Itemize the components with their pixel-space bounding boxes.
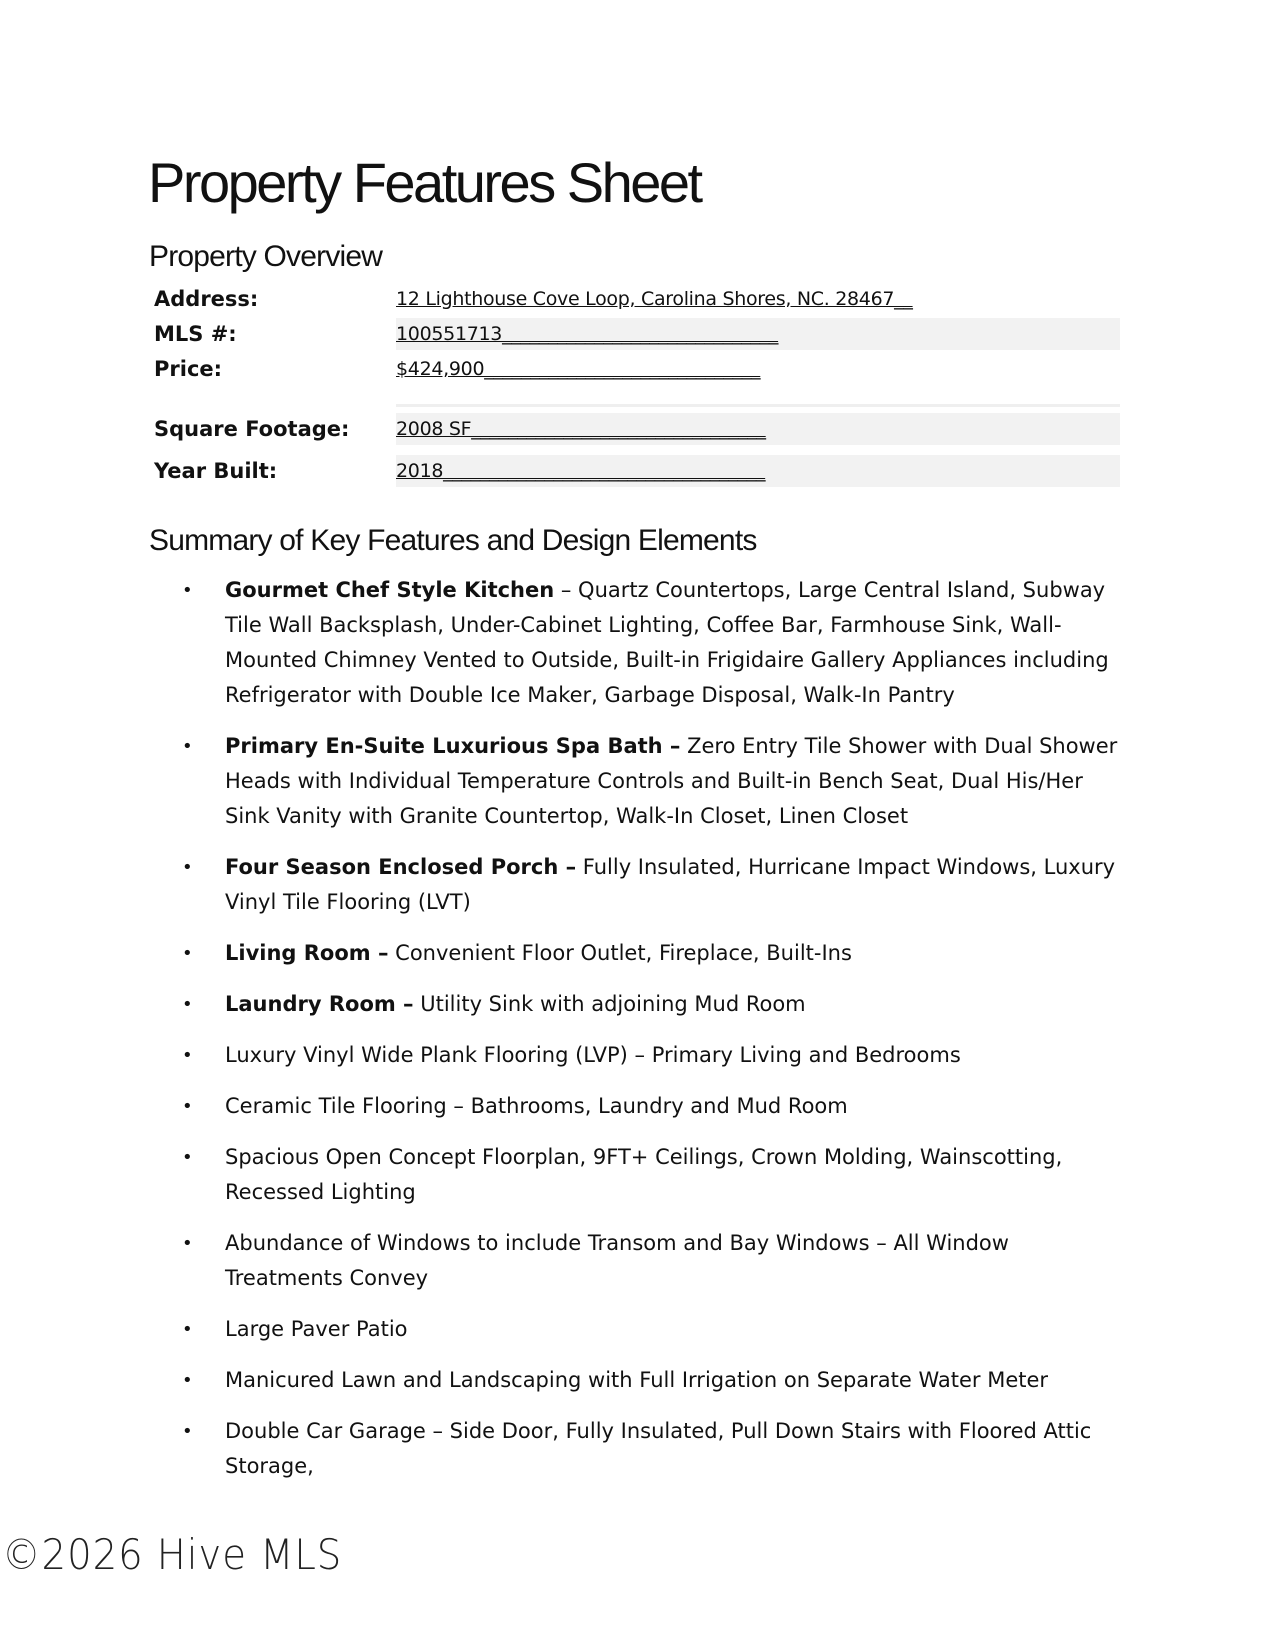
price-label: Price:	[154, 357, 223, 381]
feature-title: Laundry Room –	[225, 992, 414, 1016]
feature-text: Spacious Open Concept Floorplan, 9FT+ Ceilings, Crown Molding, Wainscotting, Recessed Lighting	[225, 1145, 1063, 1204]
bullet-icon: •	[182, 943, 193, 964]
year-built-value: 2018___________________________________	[396, 460, 766, 482]
feature-text: Zero Entry Tile Shower with Dual Shower Heads with Individual Temperature Controls and Built-in Bench Seat, Dual His/Her Sink Vanity with Granite Countertop, Walk-In Closet, Linen Closet	[225, 734, 1118, 828]
address-value: 12 Lighthouse Cove Loop, Carolina Shores, NC. 28467__	[396, 288, 913, 310]
features-list	[180, 573, 1125, 1500]
watermark: ©2026 Hive MLS	[2, 1530, 343, 1579]
bullet-icon: •	[182, 1233, 193, 1254]
bullet-icon: •	[182, 1319, 193, 1340]
overview-row-square-footage	[150, 413, 1120, 445]
feature-text: Double Car Garage – Side Door, Fully Insulated, Pull Down Stairs with Floored Attic Storage,	[225, 1419, 1092, 1478]
feature-title: Gourmet Chef Style Kitchen	[225, 578, 555, 602]
feature-title: Four Season Enclosed Porch –	[225, 855, 577, 879]
list-item	[180, 1038, 1125, 1073]
overview-row-mls	[150, 318, 1120, 350]
bullet-icon: •	[182, 1096, 193, 1117]
overview-row-price	[150, 352, 1120, 386]
address-label: Address:	[154, 287, 259, 311]
list-item	[180, 1363, 1125, 1398]
list-item	[180, 987, 1125, 1022]
overview-row-address	[150, 283, 1120, 315]
bullet-icon: •	[182, 1421, 193, 1442]
overview-row-year-built	[150, 455, 1120, 487]
mls-label: MLS #:	[154, 322, 237, 346]
feature-text: Utility Sink with adjoining Mud Room	[413, 992, 806, 1016]
bullet-icon: •	[182, 857, 193, 878]
feature-text: Large Paver Patio	[225, 1317, 408, 1341]
list-item	[180, 850, 1125, 920]
list-item	[180, 1226, 1125, 1296]
overview-heading: Property Overview	[149, 240, 383, 273]
list-item	[180, 936, 1125, 971]
feature-text: Fully Insulated, Hurricane Impact Windows, Luxury Vinyl Tile Flooring (LVT)	[225, 855, 1116, 914]
feature-title: Primary En-Suite Luxurious Spa Bath –	[225, 734, 681, 758]
feature-text: Luxury Vinyl Wide Plank Flooring (LVP) – Primary Living and Bedrooms	[225, 1043, 961, 1067]
feature-text: Manicured Lawn and Landscaping with Full Irrigation on Separate Water Meter	[225, 1368, 1049, 1392]
bullet-icon: •	[182, 736, 193, 757]
feature-text: Convenient Floor Outlet, Fireplace, Built-Ins	[388, 941, 852, 965]
price-value: $424,900______________________________	[396, 358, 761, 380]
year-built-label: Year Built:	[154, 459, 278, 483]
feature-text: – Quartz Countertops, Large Central Island, Subway Tile Wall Backsplash, Under-Cabinet Lighting, Coffee Bar, Farmhouse Sink, Wall-Mounted Chimney Vented to Outside, Built-in Frigidaire Gallery Appliances including Refrigerator with Double Ice Maker, Garbage Disposal, Walk-In Pantry	[225, 578, 1109, 707]
bullet-icon: •	[182, 1370, 193, 1391]
list-item	[180, 573, 1125, 713]
bullet-icon: •	[182, 994, 193, 1015]
list-item	[180, 729, 1125, 834]
overview-divider	[396, 404, 1120, 407]
square-footage-label: Square Footage:	[154, 417, 350, 441]
list-item	[180, 1140, 1125, 1210]
page-title: Property Features Sheet	[148, 151, 701, 214]
bullet-icon: •	[182, 580, 193, 601]
bullet-icon: •	[182, 1147, 193, 1168]
feature-title: Living Room –	[225, 941, 389, 965]
bullet-icon: •	[182, 1045, 193, 1066]
mls-value: 100551713______________________________	[396, 323, 779, 345]
list-item	[180, 1414, 1125, 1484]
summary-heading: Summary of Key Features and Design Elements	[149, 524, 757, 557]
feature-text: Abundance of Windows to include Transom and Bay Windows – All Window Treatments Convey	[225, 1231, 1009, 1290]
square-footage-value: 2008 SF________________________________	[396, 418, 766, 440]
list-item	[180, 1089, 1125, 1124]
list-item	[180, 1312, 1125, 1347]
feature-text: Ceramic Tile Flooring – Bathrooms, Laundry and Mud Room	[225, 1094, 848, 1118]
